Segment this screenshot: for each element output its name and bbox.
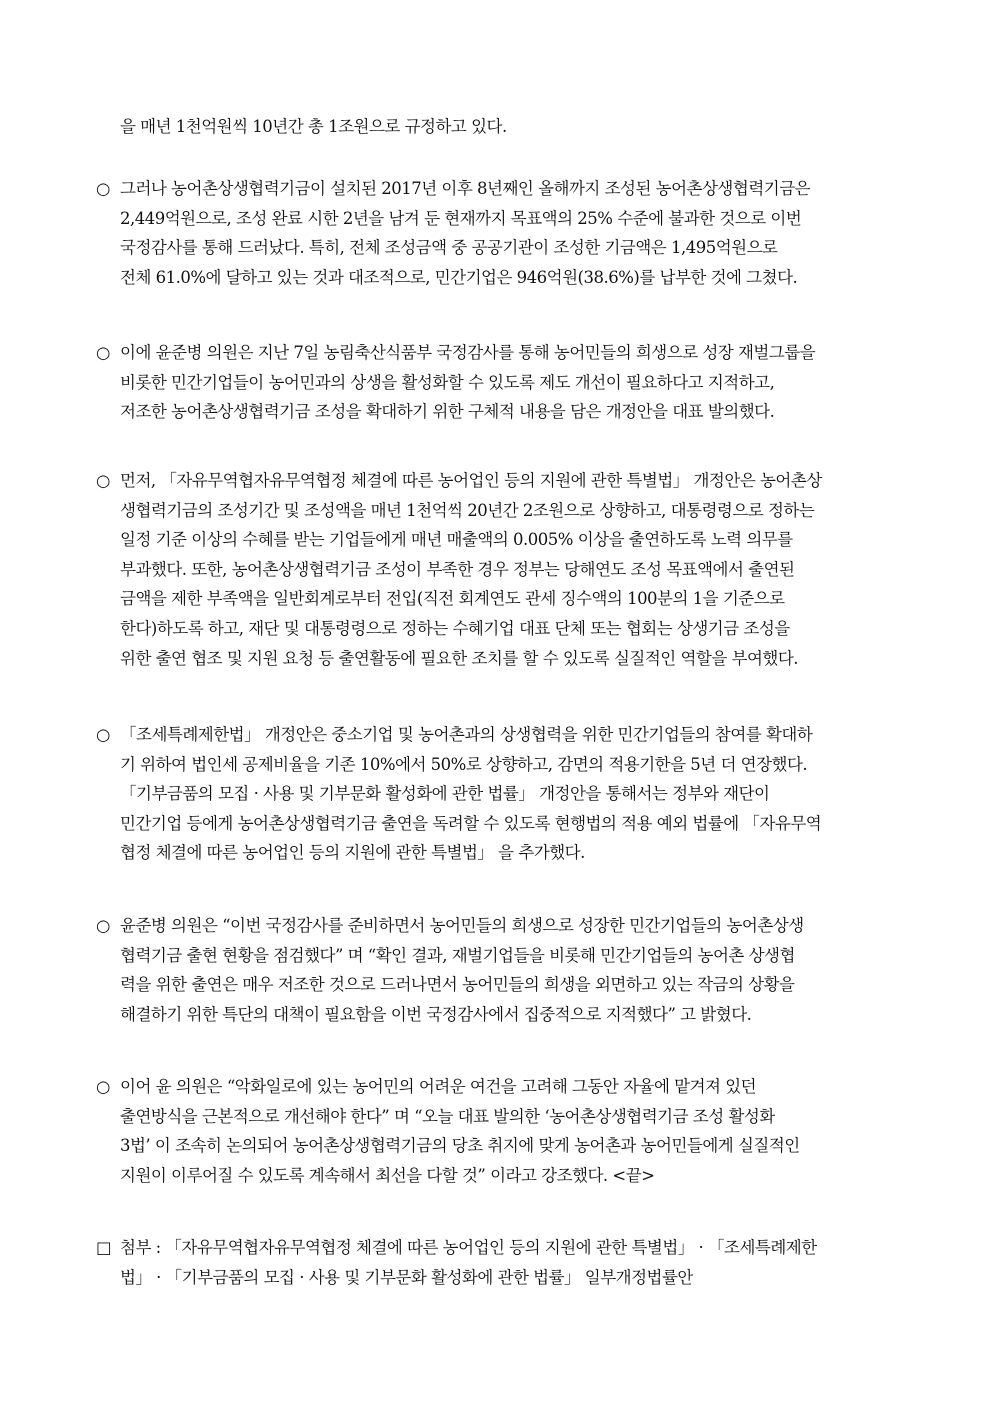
- circle-bullet-icon: ○: [96, 725, 110, 744]
- text-line: 일정 기준 이상의 수혜를 받는 기업들에게 매년 매출액의 0.005% 이상을 출연하도록 노력 의무를: [120, 530, 793, 550]
- text-line: 「기부금품의 모집 · 사용 및 기부문화 활성화에 관한 법률」 개정안을 통해서는 정부와 재단이: [120, 784, 770, 804]
- text-line: 위한 출연 협조 및 지원 요청 등 출연활동에 필요한 조치를 할 수 있도록 실질적인 역할을 부여했다.: [120, 648, 799, 668]
- text-line: 부과했다. 또한, 농어촌상생협력기금 조성이 부족한 경우 정부는 당해연도 조성 목표액에서 출연된: [120, 559, 795, 579]
- paragraph-continuation: [120, 112, 898, 142]
- paragraph-tax-act-amendment: [96, 720, 898, 868]
- circle-bullet-icon: ○: [96, 471, 110, 490]
- text-line: 협정 체결에 따른 농어업인 등의 지원에 관한 특별법」 을 추가했다.: [120, 843, 585, 863]
- text-line: 법」 · 「기부금품의 모집 · 사용 및 기부문화 활성화에 관한 법률」 일부개정법률안: [120, 1267, 693, 1287]
- circle-bullet-icon: ○: [96, 1077, 110, 1096]
- text-line: 첨부 : 「자유무역협자유무역협정 체결에 따른 농어업인 등의 지원에 관한 특별법」 · 「조세특례제한: [120, 1238, 817, 1257]
- text-line: 먼저, 「자유무역협자유무역협정 체결에 따른 농어업인 등의 지원에 관한 특별법」 개정안은 농어촌상: [120, 471, 822, 490]
- text-line: 「조세특례제한법」 개정안은 중소기업 및 농어촌과의 상생협력을 위한 민간기업들의 참여를 확대하: [120, 725, 813, 744]
- text-line: 3법’ 이 조속히 논의되어 농어촌상생협력기금의 당초 취지에 맞게 농어촌과 농어민들에게 실질적인: [120, 1136, 800, 1156]
- circle-bullet-icon: ○: [96, 343, 110, 362]
- text-line: 민간기업 등에게 농어촌상생협력기금 출연을 독려할 수 있도록 현행법의 적용 예외 법률에 「자유무역: [120, 813, 822, 833]
- text-line: 비롯한 민간기업들이 농어민과의 상생을 활성화할 수 있도록 제도 개선이 필요하다고 지적하고,: [120, 372, 775, 392]
- text-line: 지원이 이루어질 수 있도록 계속해서 최선을 다할 것” 이라고 강조했다. <끝>: [120, 1165, 655, 1185]
- text-line: 그러나 농어촌상생협력기금이 설치된 2017년 이후 8년째인 올해까지 조성된 농어촌상생협력기금은: [120, 179, 811, 198]
- text-line: 출연방식을 근본적으로 개선해야 한다” 며 “오늘 대표 발의한 ‘농어촌상생협력기금 조성 활성화: [120, 1106, 775, 1126]
- circle-bullet-icon: ○: [96, 916, 110, 935]
- text-line: 이에 윤준병 의원은 지난 7일 농림축산식품부 국정감사를 통해 농어민들의 희생으로 성장 재벌그룹을: [120, 343, 816, 362]
- text-line: 윤준병 의원은 “이번 국정감사를 준비하면서 농어민들의 희생으로 성장한 민간기업들의 농어촌상생: [120, 916, 804, 935]
- paragraph-attachment: [96, 1233, 898, 1292]
- text-line: 전체 61.0%에 달하고 있는 것과 대조적으로, 민간기업은 946억원(38.6%)를 납부한 것에 그쳤다.: [120, 267, 798, 287]
- text-line: 생협력기금의 조성기간 및 조성액을 매년 1천억씩 20년간 2조원으로 상향하고, 대통령령으로 정하는: [120, 500, 815, 520]
- text-line: 해결하기 위한 특단의 대책이 필요함을 이번 국정감사에서 집중적으로 지적했다” 고 밝혔다.: [120, 1004, 752, 1024]
- text-line: 기 위하여 법인세 공제비율을 기존 10%에서 50%로 상향하고, 감면의 적용기한을 5년 더 연장했다.: [120, 754, 808, 774]
- text-line: 저조한 농어촌상생협력기금 조성을 확대하기 위한 구체적 내용을 담은 개정안을 대표 발의했다.: [120, 402, 775, 422]
- circle-bullet-icon: ○: [96, 179, 110, 198]
- text-line: 금액을 제한 부족액을 일반회계로부터 전입(직전 회계연도 관세 징수액의 100분의 1을 기준으로: [120, 589, 785, 609]
- text-line: 을 매년 1천억원씩 10년간 총 1조원으로 규정하고 있다.: [120, 117, 507, 136]
- square-bullet-icon: □: [96, 1238, 112, 1257]
- text-line: 력을 위한 출연은 매우 저조한 것으로 드러나면서 농어민들의 희생을 외면하고 있는 작금의 상황을: [120, 975, 795, 995]
- paragraph-bill-proposal: [96, 338, 898, 427]
- text-line: 이어 윤 의원은 “악화일로에 있는 농어민의 어려운 여건을 고려해 그동안 자율에 맡겨져 있던: [120, 1077, 757, 1096]
- paragraph-lawmaker-quote-2: [96, 1072, 898, 1190]
- text-line: 한다)하도록 하고, 재단 및 대통령령으로 정하는 수혜기업 대표 단체 또는 협회는 상생기금 조성을: [120, 618, 790, 638]
- text-line: 국정감사를 통해 드러났다. 특히, 전체 조성금액 중 공공기관이 조성한 기금액은 1,495억원으로: [120, 238, 778, 258]
- paragraph-funding-status: [96, 174, 898, 292]
- paragraph-lawmaker-quote-1: [96, 911, 898, 1029]
- text-line: 2,449억원으로, 조성 완료 시한 2년을 남겨 둔 현재까지 목표액의 25% 수준에 불과한 것으로 이번: [120, 208, 802, 228]
- text-line: 협력기금 출현 현황을 점검했다” 며 “확인 결과, 재벌기업들을 비롯해 민간기업들의 농어촌 상생협: [120, 945, 795, 965]
- paragraph-special-act-amendment: [96, 466, 898, 673]
